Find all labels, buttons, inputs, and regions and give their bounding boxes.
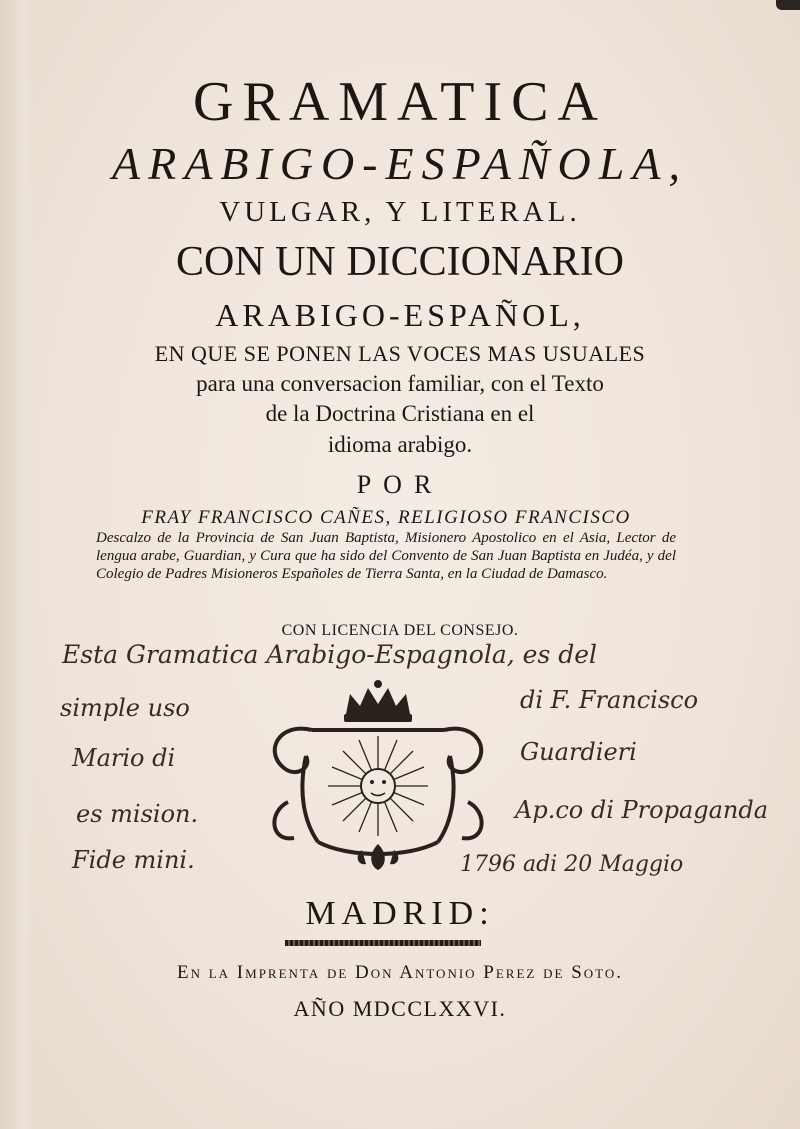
printers-emblem xyxy=(258,672,498,872)
handwriting-line-1: Esta Gramatica Arabigo-Espagnola, es del xyxy=(62,640,598,669)
author-name: FRAY FRANCISCO CAÑES, RELIGIOSO FRANCISCO xyxy=(141,507,631,528)
licencia-line: CON LICENCIA DEL CONSEJO. xyxy=(281,622,519,639)
ornamental-rule xyxy=(285,940,481,946)
subtitle-line-1: EN QUE SE PONEN LAS VOCES MAS USUALES xyxy=(154,341,646,366)
handwriting-line-7: Ap.co di Propaganda xyxy=(515,796,769,824)
sun-icon xyxy=(328,736,428,836)
imprint-place: MADRID: xyxy=(305,895,495,932)
por-label: POR xyxy=(356,470,444,499)
corner-mark xyxy=(776,0,800,10)
handwriting-line-5: Guardieri xyxy=(520,738,637,766)
handwriting-line-6: es mision. xyxy=(76,800,199,828)
author-description: Descalzo de la Provincia de San Juan Baptista, Misionero Apostolico en el Asia, Lector de lengua arabe, Guardian, y Cura que ha sido del Convento de San Juan Baptista en Judéa, y del Colegio de Padres Misioneros Españoles de Tierra Santa, en la Ciudad de Damasco. xyxy=(96,530,676,582)
imprint-year: AÑO MDCCLXXVI. xyxy=(293,996,507,1021)
title-line-4: CON UN DICCIONARIO xyxy=(176,239,624,285)
handwriting-line-8: Fide mini. xyxy=(72,846,195,874)
crown-icon xyxy=(344,680,412,722)
title-line-3: VULGAR, Y LITERAL. xyxy=(219,196,581,228)
handwriting-line-3: di F. Francisco xyxy=(520,686,699,714)
handwriting-line-9: 1796 adi 20 Maggio xyxy=(460,852,684,877)
author-block xyxy=(96,509,676,583)
subtitle-line-3: de la Doctrina Cristiana en el xyxy=(265,401,535,426)
title-line-2: ARABIGO-ESPAÑOLA, xyxy=(112,138,688,189)
fleur-ornament xyxy=(358,844,399,870)
handwriting-line-2: simple uso xyxy=(60,694,190,722)
subtitle-line-4: idioma arabigo. xyxy=(327,432,473,457)
title-line-5: ARABIGO-ESPAÑOL, xyxy=(215,297,585,333)
imprint-printer: En la Imprenta de Don Antonio Perez de Soto. xyxy=(176,962,623,983)
handwriting-line-4: Mario di xyxy=(72,744,176,772)
title-line-1: GRAMATICA xyxy=(193,71,607,133)
subtitle-line-2: para una conversacion familiar, con el Texto xyxy=(196,371,604,396)
